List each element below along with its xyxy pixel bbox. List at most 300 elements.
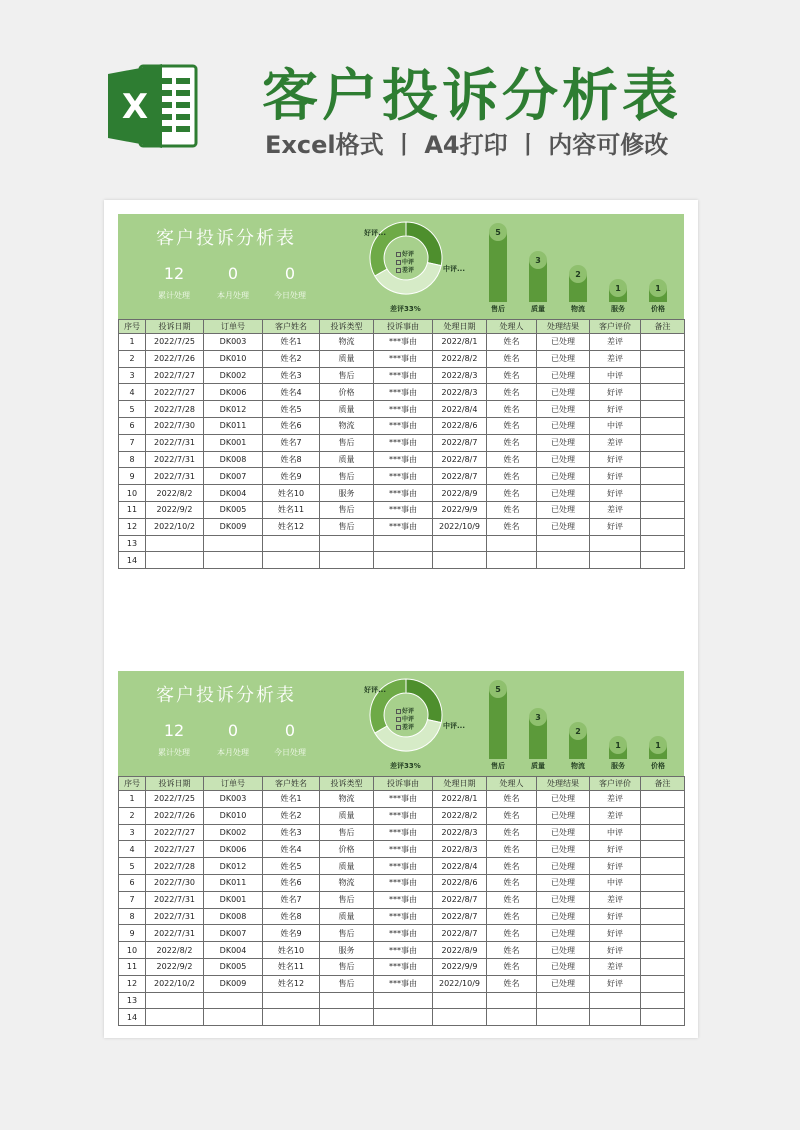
table-cell[interactable]: 姓名9 <box>263 925 320 942</box>
table-cell[interactable]: 售后 <box>320 468 374 485</box>
table-cell[interactable]: 质量 <box>320 350 374 367</box>
table-cell[interactable]: 8 <box>119 451 146 468</box>
table-cell[interactable]: 13 <box>119 535 146 552</box>
table-cell[interactable]: 2022/8/4 <box>433 858 487 875</box>
table-cell[interactable]: ***事由 <box>374 367 433 384</box>
table-cell[interactable]: 姓名2 <box>263 807 320 824</box>
table-cell[interactable]: 差评 <box>590 501 641 518</box>
table-cell[interactable]: DK005 <box>204 958 263 975</box>
table-cell[interactable]: 2022/9/2 <box>146 958 204 975</box>
table-cell[interactable] <box>433 1009 487 1026</box>
table-cell[interactable] <box>641 874 685 891</box>
table-cell[interactable]: ***事由 <box>374 891 433 908</box>
table-cell[interactable]: 2022/8/9 <box>433 485 487 502</box>
table-cell[interactable]: 售后 <box>320 367 374 384</box>
table-cell[interactable]: 已处理 <box>537 807 590 824</box>
table-cell[interactable]: DK003 <box>204 791 263 808</box>
table-cell[interactable]: 2022/7/30 <box>146 417 204 434</box>
table-cell[interactable]: 11 <box>119 958 146 975</box>
table-cell[interactable]: 姓名 <box>487 874 537 891</box>
table-cell[interactable]: DK002 <box>204 824 263 841</box>
table-cell[interactable]: 已处理 <box>537 841 590 858</box>
table-cell[interactable]: 6 <box>119 874 146 891</box>
table-cell[interactable]: 姓名 <box>487 384 537 401</box>
table-cell[interactable]: 4 <box>119 841 146 858</box>
table-cell[interactable]: 2022/8/4 <box>433 401 487 418</box>
table-cell[interactable] <box>641 841 685 858</box>
table-cell[interactable]: 2022/10/2 <box>146 975 204 992</box>
table-cell[interactable]: 2022/7/25 <box>146 334 204 351</box>
table-cell[interactable]: 2022/8/6 <box>433 874 487 891</box>
table-cell[interactable]: 14 <box>119 1009 146 1026</box>
table-cell[interactable]: 姓名 <box>487 350 537 367</box>
table-cell[interactable]: 售后 <box>320 925 374 942</box>
table-cell[interactable]: 姓名 <box>487 401 537 418</box>
table-cell[interactable]: 姓名 <box>487 791 537 808</box>
table-cell[interactable]: 质量 <box>320 908 374 925</box>
table-cell[interactable]: 5 <box>119 401 146 418</box>
table-cell[interactable]: 好评 <box>590 841 641 858</box>
table-cell[interactable] <box>641 891 685 908</box>
table-cell[interactable]: 姓名 <box>487 807 537 824</box>
table-cell[interactable]: 已处理 <box>537 501 590 518</box>
table-cell[interactable] <box>537 992 590 1009</box>
table-cell[interactable]: 差评 <box>590 791 641 808</box>
table-cell[interactable] <box>590 1009 641 1026</box>
table-cell[interactable] <box>537 1009 590 1026</box>
table-cell[interactable]: 服务 <box>320 485 374 502</box>
table-cell[interactable] <box>374 552 433 569</box>
table-cell[interactable]: 姓名8 <box>263 908 320 925</box>
table-cell[interactable] <box>641 367 685 384</box>
table-cell[interactable]: 已处理 <box>537 975 590 992</box>
table-cell[interactable]: ***事由 <box>374 807 433 824</box>
table-cell[interactable] <box>146 535 204 552</box>
table-cell[interactable]: 1 <box>119 791 146 808</box>
table-cell[interactable]: 4 <box>119 384 146 401</box>
table-cell[interactable] <box>320 552 374 569</box>
table-cell[interactable]: 2022/7/26 <box>146 350 204 367</box>
table-cell[interactable]: ***事由 <box>374 468 433 485</box>
table-cell[interactable]: 已处理 <box>537 925 590 942</box>
table-cell[interactable] <box>641 518 685 535</box>
table-cell[interactable]: 10 <box>119 485 146 502</box>
table-cell[interactable]: 5 <box>119 858 146 875</box>
table-cell[interactable]: 好评 <box>590 925 641 942</box>
table-cell[interactable]: 姓名2 <box>263 350 320 367</box>
table-cell[interactable] <box>204 552 263 569</box>
table-cell[interactable]: 姓名3 <box>263 367 320 384</box>
table-cell[interactable]: 已处理 <box>537 334 590 351</box>
table-cell[interactable]: 已处理 <box>537 958 590 975</box>
table-cell[interactable] <box>590 552 641 569</box>
table-cell[interactable]: 2022/7/27 <box>146 384 204 401</box>
table-cell[interactable]: 2022/7/31 <box>146 451 204 468</box>
table-cell[interactable]: DK004 <box>204 942 263 959</box>
table-cell[interactable]: 2022/8/9 <box>433 942 487 959</box>
table-cell[interactable]: 姓名 <box>487 925 537 942</box>
table-cell[interactable]: 好评 <box>590 468 641 485</box>
table-cell[interactable] <box>641 468 685 485</box>
table-cell[interactable]: 姓名 <box>487 891 537 908</box>
table-cell[interactable] <box>146 992 204 1009</box>
table-cell[interactable] <box>374 1009 433 1026</box>
table-cell[interactable]: 姓名7 <box>263 434 320 451</box>
table-cell[interactable]: ***事由 <box>374 841 433 858</box>
table-cell[interactable]: 2022/7/30 <box>146 874 204 891</box>
table-cell[interactable]: ***事由 <box>374 485 433 502</box>
table-cell[interactable]: ***事由 <box>374 908 433 925</box>
table-cell[interactable]: 姓名11 <box>263 501 320 518</box>
table-cell[interactable]: 姓名12 <box>263 518 320 535</box>
table-cell[interactable]: 3 <box>119 367 146 384</box>
table-cell[interactable] <box>204 535 263 552</box>
table-cell[interactable]: 2022/7/26 <box>146 807 204 824</box>
table-cell[interactable] <box>641 908 685 925</box>
table-cell[interactable]: 已处理 <box>537 874 590 891</box>
table-cell[interactable]: 2022/8/2 <box>433 807 487 824</box>
table-cell[interactable]: 11 <box>119 501 146 518</box>
table-cell[interactable] <box>641 350 685 367</box>
table-cell[interactable]: DK001 <box>204 891 263 908</box>
table-cell[interactable]: 姓名1 <box>263 334 320 351</box>
table-cell[interactable]: ***事由 <box>374 874 433 891</box>
table-cell[interactable]: 差评 <box>590 958 641 975</box>
table-cell[interactable]: 2022/9/9 <box>433 958 487 975</box>
table-cell[interactable]: 7 <box>119 891 146 908</box>
table-cell[interactable] <box>263 992 320 1009</box>
table-cell[interactable] <box>487 1009 537 1026</box>
table-cell[interactable]: 2022/8/1 <box>433 334 487 351</box>
table-cell[interactable]: 好评 <box>590 908 641 925</box>
table-cell[interactable]: 8 <box>119 908 146 925</box>
table-cell[interactable] <box>590 535 641 552</box>
table-cell[interactable]: DK004 <box>204 485 263 502</box>
table-cell[interactable] <box>641 451 685 468</box>
table-cell[interactable]: 2022/8/7 <box>433 434 487 451</box>
table-cell[interactable]: DK006 <box>204 384 263 401</box>
table-cell[interactable]: 已处理 <box>537 824 590 841</box>
table-cell[interactable]: 售后 <box>320 975 374 992</box>
table-cell[interactable] <box>537 535 590 552</box>
table-cell[interactable] <box>641 535 685 552</box>
table-cell[interactable]: 2022/8/1 <box>433 791 487 808</box>
table-cell[interactable]: 已处理 <box>537 485 590 502</box>
table-cell[interactable]: 2022/7/27 <box>146 367 204 384</box>
table-cell[interactable] <box>537 552 590 569</box>
table-cell[interactable]: 姓名9 <box>263 468 320 485</box>
table-cell[interactable]: 2022/7/27 <box>146 824 204 841</box>
table-cell[interactable] <box>433 535 487 552</box>
table-cell[interactable]: 2022/8/3 <box>433 824 487 841</box>
table-cell[interactable]: 9 <box>119 925 146 942</box>
table-cell[interactable] <box>320 535 374 552</box>
table-cell[interactable]: 2022/10/9 <box>433 975 487 992</box>
table-cell[interactable]: 2022/8/3 <box>433 367 487 384</box>
table-cell[interactable] <box>433 552 487 569</box>
table-cell[interactable]: 2022/10/9 <box>433 518 487 535</box>
table-cell[interactable]: 14 <box>119 552 146 569</box>
table-cell[interactable]: 2022/7/27 <box>146 841 204 858</box>
table-cell[interactable] <box>641 334 685 351</box>
table-cell[interactable] <box>263 1009 320 1026</box>
table-cell[interactable]: 2022/8/2 <box>146 942 204 959</box>
table-cell[interactable]: 2022/7/28 <box>146 401 204 418</box>
table-cell[interactable] <box>263 535 320 552</box>
table-cell[interactable] <box>146 1009 204 1026</box>
table-cell[interactable] <box>641 384 685 401</box>
table-cell[interactable]: 价格 <box>320 384 374 401</box>
table-cell[interactable]: 13 <box>119 992 146 1009</box>
table-cell[interactable]: DK007 <box>204 925 263 942</box>
table-cell[interactable]: 价格 <box>320 841 374 858</box>
table-cell[interactable]: 售后 <box>320 518 374 535</box>
table-cell[interactable]: 姓名4 <box>263 384 320 401</box>
table-cell[interactable]: 中评 <box>590 874 641 891</box>
table-cell[interactable]: 售后 <box>320 824 374 841</box>
table-cell[interactable] <box>204 992 263 1009</box>
table-cell[interactable]: 姓名6 <box>263 417 320 434</box>
table-cell[interactable]: 差评 <box>590 891 641 908</box>
table-cell[interactable] <box>487 552 537 569</box>
table-cell[interactable]: 姓名 <box>487 334 537 351</box>
table-cell[interactable] <box>641 975 685 992</box>
table-cell[interactable]: ***事由 <box>374 501 433 518</box>
table-cell[interactable]: 质量 <box>320 401 374 418</box>
table-cell[interactable]: 已处理 <box>537 468 590 485</box>
table-cell[interactable] <box>641 1009 685 1026</box>
table-cell[interactable]: 12 <box>119 975 146 992</box>
table-cell[interactable] <box>641 958 685 975</box>
table-cell[interactable]: 已处理 <box>537 401 590 418</box>
table-cell[interactable] <box>487 535 537 552</box>
table-cell[interactable]: 2022/8/6 <box>433 417 487 434</box>
table-cell[interactable]: ***事由 <box>374 958 433 975</box>
table-cell[interactable]: 10 <box>119 942 146 959</box>
table-cell[interactable]: 差评 <box>590 434 641 451</box>
table-cell[interactable]: 姓名 <box>487 451 537 468</box>
table-cell[interactable]: 姓名 <box>487 367 537 384</box>
table-cell[interactable]: 姓名5 <box>263 401 320 418</box>
table-cell[interactable]: 2022/7/31 <box>146 925 204 942</box>
table-cell[interactable]: ***事由 <box>374 824 433 841</box>
table-cell[interactable]: 物流 <box>320 791 374 808</box>
table-cell[interactable]: 姓名4 <box>263 841 320 858</box>
table-cell[interactable]: 2022/7/28 <box>146 858 204 875</box>
table-cell[interactable]: 7 <box>119 434 146 451</box>
table-cell[interactable]: 好评 <box>590 401 641 418</box>
table-cell[interactable] <box>641 942 685 959</box>
table-cell[interactable] <box>641 434 685 451</box>
table-cell[interactable]: 已处理 <box>537 518 590 535</box>
table-cell[interactable]: 2022/8/7 <box>433 925 487 942</box>
table-cell[interactable]: 6 <box>119 417 146 434</box>
table-cell[interactable]: 姓名 <box>487 824 537 841</box>
table-cell[interactable]: DK006 <box>204 841 263 858</box>
table-cell[interactable]: DK003 <box>204 334 263 351</box>
table-cell[interactable]: 姓名8 <box>263 451 320 468</box>
table-cell[interactable]: 已处理 <box>537 434 590 451</box>
table-cell[interactable]: 姓名 <box>487 434 537 451</box>
table-cell[interactable]: ***事由 <box>374 942 433 959</box>
table-cell[interactable]: DK007 <box>204 468 263 485</box>
table-cell[interactable] <box>641 858 685 875</box>
table-cell[interactable]: 好评 <box>590 384 641 401</box>
table-cell[interactable]: 姓名1 <box>263 791 320 808</box>
table-cell[interactable]: 服务 <box>320 942 374 959</box>
table-cell[interactable]: ***事由 <box>374 518 433 535</box>
table-cell[interactable]: 售后 <box>320 891 374 908</box>
table-cell[interactable] <box>374 535 433 552</box>
table-cell[interactable]: 姓名10 <box>263 485 320 502</box>
table-cell[interactable]: 2022/8/7 <box>433 908 487 925</box>
table-cell[interactable]: 好评 <box>590 518 641 535</box>
table-cell[interactable]: 2022/8/2 <box>433 350 487 367</box>
table-cell[interactable]: 2022/8/2 <box>146 485 204 502</box>
table-cell[interactable]: DK011 <box>204 874 263 891</box>
table-cell[interactable]: 已处理 <box>537 417 590 434</box>
table-cell[interactable]: 姓名 <box>487 485 537 502</box>
table-cell[interactable]: 1 <box>119 334 146 351</box>
table-cell[interactable]: 2022/9/9 <box>433 501 487 518</box>
table-cell[interactable]: 姓名11 <box>263 958 320 975</box>
table-cell[interactable]: DK009 <box>204 975 263 992</box>
table-cell[interactable] <box>320 992 374 1009</box>
table-cell[interactable]: 质量 <box>320 807 374 824</box>
table-cell[interactable] <box>590 992 641 1009</box>
table-cell[interactable]: 9 <box>119 468 146 485</box>
table-cell[interactable]: 售后 <box>320 434 374 451</box>
table-cell[interactable]: 中评 <box>590 417 641 434</box>
table-cell[interactable]: 2022/8/7 <box>433 891 487 908</box>
table-cell[interactable]: ***事由 <box>374 334 433 351</box>
table-cell[interactable]: DK008 <box>204 908 263 925</box>
table-cell[interactable]: 姓名 <box>487 468 537 485</box>
table-cell[interactable]: 物流 <box>320 874 374 891</box>
table-cell[interactable]: 中评 <box>590 824 641 841</box>
table-cell[interactable]: 质量 <box>320 451 374 468</box>
table-cell[interactable]: 12 <box>119 518 146 535</box>
table-cell[interactable]: 2022/7/25 <box>146 791 204 808</box>
table-cell[interactable]: 已处理 <box>537 891 590 908</box>
table-cell[interactable]: 售后 <box>320 501 374 518</box>
table-cell[interactable]: 2022/9/2 <box>146 501 204 518</box>
table-cell[interactable] <box>641 925 685 942</box>
table-cell[interactable] <box>641 824 685 841</box>
table-cell[interactable]: 姓名 <box>487 417 537 434</box>
table-cell[interactable]: 2022/10/2 <box>146 518 204 535</box>
table-cell[interactable]: 已处理 <box>537 367 590 384</box>
table-cell[interactable]: DK010 <box>204 807 263 824</box>
table-cell[interactable] <box>641 401 685 418</box>
table-cell[interactable] <box>641 417 685 434</box>
table-cell[interactable]: 姓名3 <box>263 824 320 841</box>
table-cell[interactable]: 姓名 <box>487 518 537 535</box>
table-cell[interactable] <box>641 791 685 808</box>
table-cell[interactable]: 差评 <box>590 334 641 351</box>
table-cell[interactable] <box>641 501 685 518</box>
table-cell[interactable]: 2022/8/3 <box>433 384 487 401</box>
table-cell[interactable]: 姓名 <box>487 975 537 992</box>
table-cell[interactable]: 2022/7/31 <box>146 891 204 908</box>
table-cell[interactable]: ***事由 <box>374 434 433 451</box>
table-cell[interactable]: 姓名5 <box>263 858 320 875</box>
table-cell[interactable]: ***事由 <box>374 975 433 992</box>
table-cell[interactable]: ***事由 <box>374 384 433 401</box>
table-cell[interactable]: 好评 <box>590 485 641 502</box>
table-cell[interactable]: 2022/8/7 <box>433 451 487 468</box>
table-cell[interactable]: 好评 <box>590 451 641 468</box>
table-cell[interactable]: ***事由 <box>374 350 433 367</box>
table-cell[interactable]: ***事由 <box>374 791 433 808</box>
table-cell[interactable]: 质量 <box>320 858 374 875</box>
table-cell[interactable]: 2022/7/31 <box>146 908 204 925</box>
table-cell[interactable]: 已处理 <box>537 350 590 367</box>
table-cell[interactable]: ***事由 <box>374 858 433 875</box>
table-cell[interactable]: 中评 <box>590 367 641 384</box>
table-cell[interactable]: 2 <box>119 350 146 367</box>
table-cell[interactable]: DK002 <box>204 367 263 384</box>
table-cell[interactable]: 已处理 <box>537 451 590 468</box>
table-cell[interactable] <box>641 552 685 569</box>
table-cell[interactable]: 姓名10 <box>263 942 320 959</box>
table-cell[interactable]: ***事由 <box>374 451 433 468</box>
table-cell[interactable]: 姓名6 <box>263 874 320 891</box>
table-cell[interactable]: 已处理 <box>537 384 590 401</box>
table-cell[interactable] <box>263 552 320 569</box>
table-cell[interactable]: DK012 <box>204 401 263 418</box>
table-cell[interactable]: ***事由 <box>374 925 433 942</box>
table-cell[interactable]: 姓名 <box>487 942 537 959</box>
table-cell[interactable]: 2022/7/31 <box>146 468 204 485</box>
table-cell[interactable] <box>204 1009 263 1026</box>
table-cell[interactable]: 售后 <box>320 958 374 975</box>
table-cell[interactable]: 已处理 <box>537 791 590 808</box>
table-cell[interactable]: ***事由 <box>374 417 433 434</box>
table-cell[interactable]: 好评 <box>590 975 641 992</box>
table-cell[interactable]: 姓名 <box>487 958 537 975</box>
table-cell[interactable]: DK008 <box>204 451 263 468</box>
table-cell[interactable] <box>433 992 487 1009</box>
table-cell[interactable]: 好评 <box>590 858 641 875</box>
table-cell[interactable]: 2022/8/3 <box>433 841 487 858</box>
table-cell[interactable]: 物流 <box>320 417 374 434</box>
table-cell[interactable]: 姓名7 <box>263 891 320 908</box>
table-cell[interactable] <box>641 992 685 1009</box>
table-cell[interactable]: 物流 <box>320 334 374 351</box>
table-cell[interactable]: DK012 <box>204 858 263 875</box>
table-cell[interactable] <box>146 552 204 569</box>
table-cell[interactable]: DK001 <box>204 434 263 451</box>
table-cell[interactable]: 3 <box>119 824 146 841</box>
table-cell[interactable]: 差评 <box>590 350 641 367</box>
table-cell[interactable]: 2022/7/31 <box>146 434 204 451</box>
table-cell[interactable]: 姓名 <box>487 908 537 925</box>
table-cell[interactable] <box>641 807 685 824</box>
table-cell[interactable]: DK010 <box>204 350 263 367</box>
table-cell[interactable]: 2 <box>119 807 146 824</box>
table-cell[interactable]: 已处理 <box>537 908 590 925</box>
table-cell[interactable]: 好评 <box>590 942 641 959</box>
table-cell[interactable] <box>374 992 433 1009</box>
table-cell[interactable]: 已处理 <box>537 942 590 959</box>
table-cell[interactable] <box>487 992 537 1009</box>
table-cell[interactable]: 姓名12 <box>263 975 320 992</box>
table-cell[interactable]: 姓名 <box>487 841 537 858</box>
table-cell[interactable]: 差评 <box>590 807 641 824</box>
table-cell[interactable]: 已处理 <box>537 858 590 875</box>
table-cell[interactable]: ***事由 <box>374 401 433 418</box>
